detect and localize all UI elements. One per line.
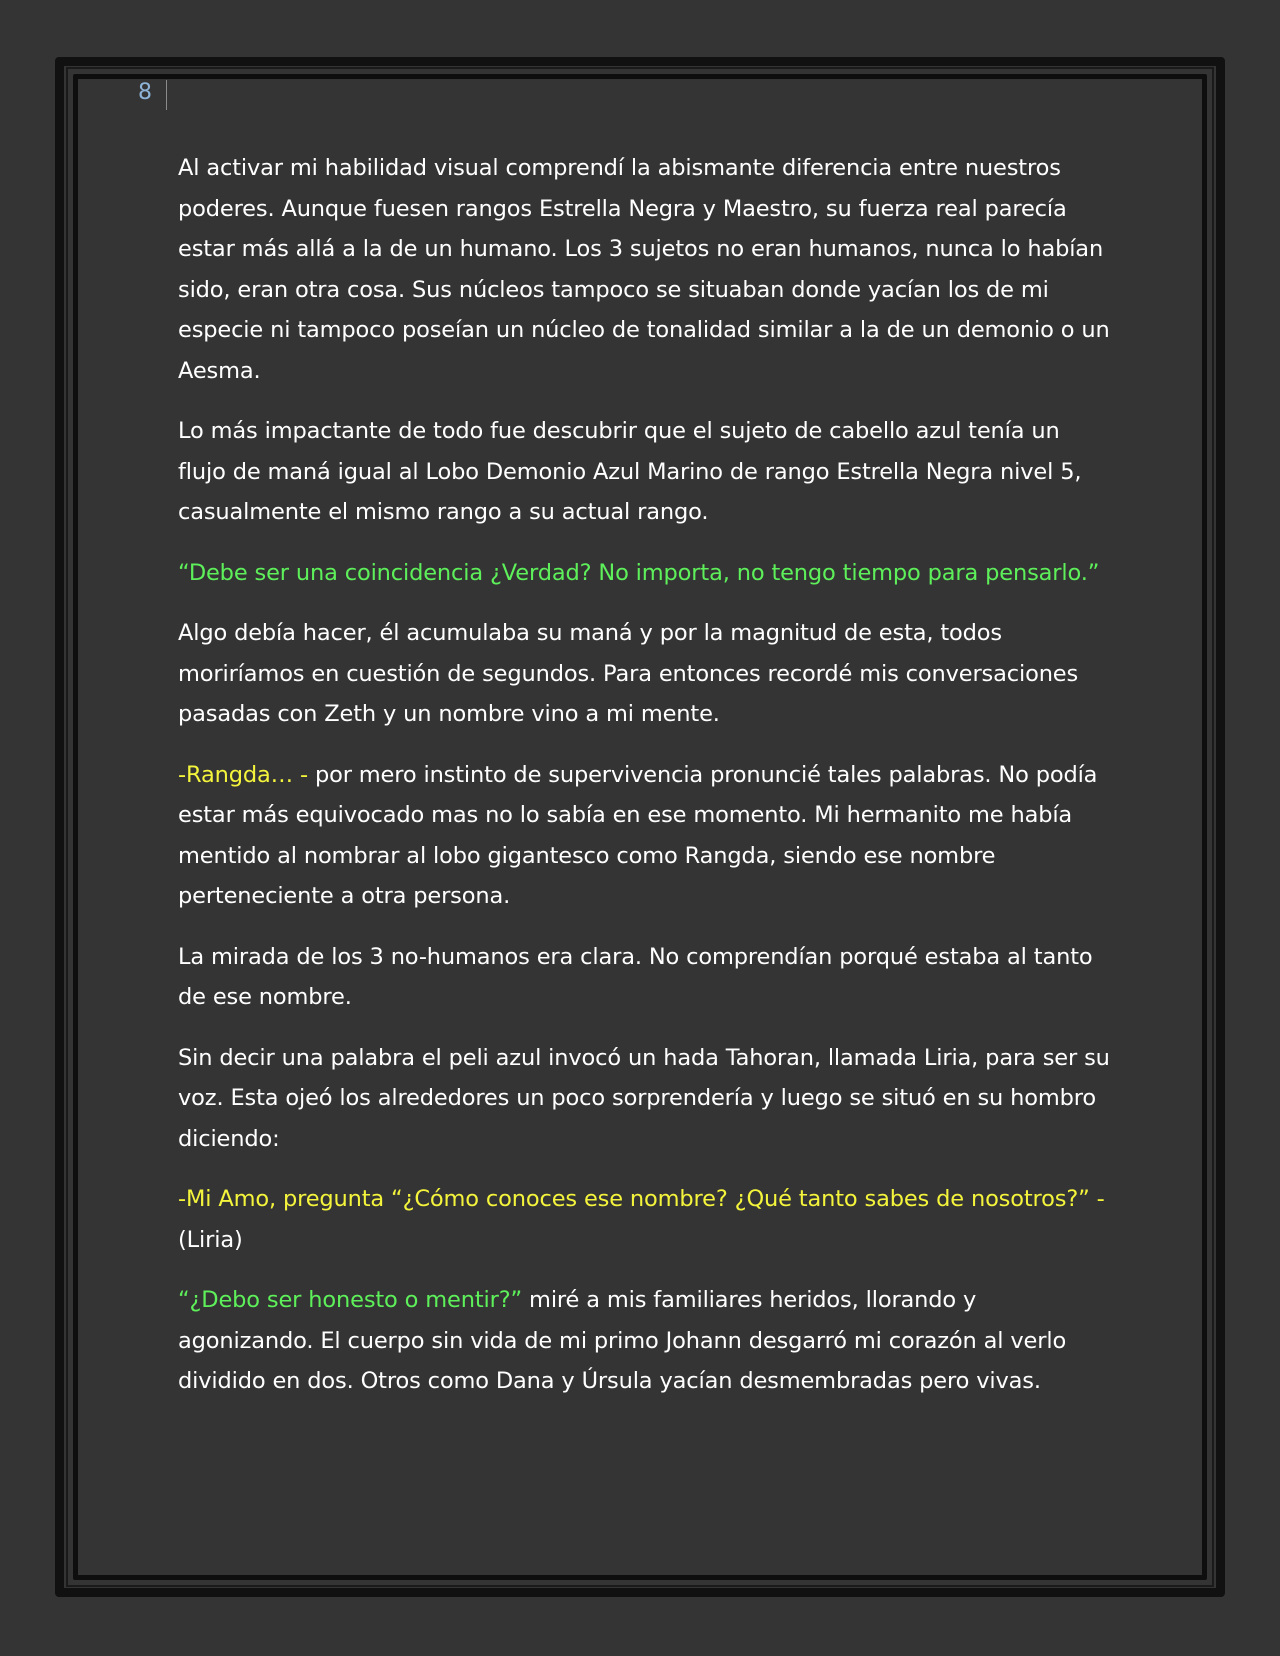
paragraph-6 [178,937,1110,1018]
narration-text: La mirada de los 3 no-humanos era clara. No comprendían porqué estaba al tanto de ese nombre. [178,943,1093,1010]
thought-text: “¿Debo ser honesto o mentir?” [178,1287,523,1313]
paragraph-8 [178,1179,1110,1260]
speaker-tag: (Liria) [178,1226,243,1253]
thought-text: “Debe ser una coincidencia ¿Verdad? No importa, no tengo tiempo para pensarlo.” [178,559,1100,586]
paragraph-4 [178,613,1110,735]
page-number: 8 [138,80,152,105]
narration-text: Lo más impactante de todo fue descubrir que el sujeto de cabello azul tenía un flujo de maná igual al Lobo Demonio Azul Marino de rango Estrella Negra nivel 5, casualmente el mismo rango a su actual rango. [178,418,1082,525]
paragraph-7 [178,1038,1110,1160]
story-text [178,148,1110,1422]
narration-text: miré a mis familiares heridos, llorando y agonizando. El cuerpo sin vida de mi primo Johann desgarró mi corazón al verlo dividido en dos. Otros como Dana y Úrsula yacían desmembradas pero vivas. [178,1287,1067,1394]
paragraph-1 [178,148,1110,391]
narration-text: Sin decir una palabra el peli azul invocó un hada Tahoran, llamada Liria, para ser su voz. Esta ojeó los alrededores un poco sorprendería y luego se situó en su hombro diciendo: [178,1044,1110,1152]
dialogue-text: -Mi Amo, pregunta “¿Cómo conoces ese nombre? ¿Qué tanto sabes de nosotros?” - [178,1186,1105,1212]
dialogue-text: -Rangda… - [178,761,308,788]
paragraph-3 [178,553,1110,594]
narration-text: Algo debía hacer, él acumulaba su maná y por la magnitud de esta, todos moriríamos en cuestión de segundos. Para entonces recordé mis conversaciones pasadas con Zeth y un nombre vino a mi mente. [178,620,1079,727]
narration-text: por mero instinto de supervivencia pronuncié tales palabras. No podía estar más equivocado mas no lo sabía en ese momento. Mi hermanito me había mentido al nombrar al lobo gigantesco como Rangda, siendo ese nombre perteneciente a otra persona. [178,761,1098,909]
paragraph-2 [178,411,1110,533]
paragraph-5 [178,755,1110,917]
narration-text: Al activar mi habilidad visual comprendí la abismante diferencia entre nuestros poderes. Aunque fuesen rangos Estrella Negra y Maestro, su fuerza real parecía estar más allá a la de un humano. Los 3 sujetos no eran humanos, nunca lo habían sido, eran otra cosa. Sus núcleos tampoco se situaban donde yacían los de mi especie ni tampoco poseían un núcleo de tonalidad similar a la de un demonio o un Aesma. [178,155,1110,384]
page-number-rule [166,80,167,110]
paragraph-9 [178,1280,1110,1402]
